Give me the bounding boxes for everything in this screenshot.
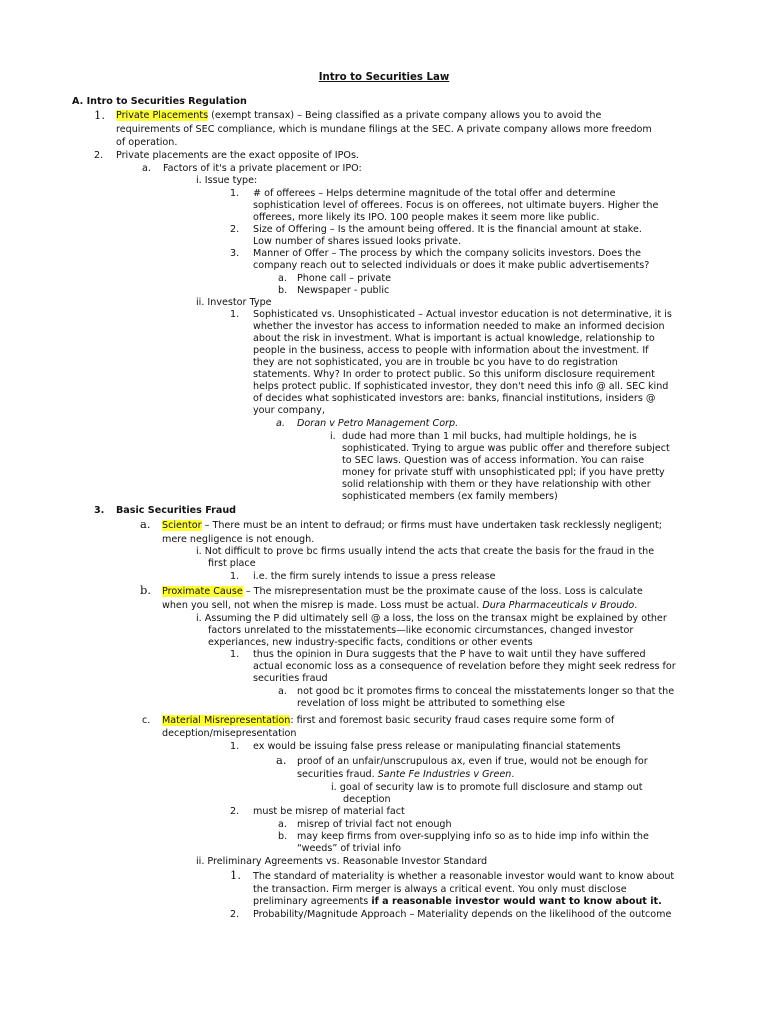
highlighted-term: Scientor <box>162 520 202 531</box>
document-title: Intro to Securities Law <box>318 72 450 83</box>
paragraph-line: company reach out to selected individuals or does it make public advertisements? <box>253 260 650 271</box>
paragraph-line: securities fraud <box>253 673 328 684</box>
paragraph-line: ex would be issuing false press release or manipulating financial statements <box>253 741 621 752</box>
list-number: 1. <box>230 868 241 882</box>
paragraph-line: offerees, more likely its IPO. 100 people makes it seem more like public. <box>253 212 600 223</box>
paragraph-line: Material Misrepresentation: first and foremost basic security fraud cases require some form of <box>162 715 615 726</box>
paragraph-line: your company, <box>253 405 325 416</box>
paragraph-line: statements. Why? In order to protect public. So this uniform disclosure requirement <box>253 369 655 380</box>
paragraph-line: may keep firms from over-supplying info so as to hide imp info within the <box>297 831 649 842</box>
section-heading: Basic Securities Fraud <box>116 505 237 516</box>
list-number: a. <box>278 686 287 697</box>
highlighted-term: Material Misrepresentation <box>162 715 291 726</box>
bold-emphasis: if a reasonable investor would want to know about it. <box>371 896 662 907</box>
paragraph-line: people in the business, access to people with information about the investment. If <box>253 345 649 356</box>
paragraph-line: i. Issue type: <box>196 175 258 186</box>
paragraph-line: misrep of trivial fact not enough <box>297 819 452 830</box>
case-citation: Sante Fe Industries v Green <box>377 769 512 780</box>
paragraph-line: money for private stuff with unsophisticated ppl; if you have pretty <box>342 467 665 478</box>
case-citation: Dura Pharmaceuticals v Broudo <box>482 600 635 611</box>
list-number: c. <box>142 715 151 726</box>
paragraph-line: i. goal of security law is to promote full disclosure and stamp out <box>331 782 643 793</box>
paragraph-line: actual economic loss as a consequence of revelation before they might seek redress for <box>253 661 676 672</box>
list-number: 3. <box>230 248 240 259</box>
paragraph-line: securities fraud. Sante Fe Industries v Green. <box>297 769 515 780</box>
paragraph-line: Probability/Magnitude Approach – Materiality depends on the likelihood of the outcome <box>253 909 672 920</box>
paragraph-line: Scientor – There must be an intent to defraud; or firms must have undertaken task recklessly negligent; <box>162 520 662 531</box>
list-number: 1. <box>230 649 240 660</box>
list-number: 2. <box>94 150 104 161</box>
paragraph-line: i. Not difficult to prove bc firms usually intend the acts that create the basis for the fraud in the <box>196 546 655 557</box>
paragraph-line: requirements of SEC compliance, which is mundane filings at the SEC. A private company allows more freedom <box>116 124 652 135</box>
paragraph-line: proof of an unfair/unscrupulous ax, even if true, would not be enough for <box>297 756 648 767</box>
list-number: 1. <box>94 108 105 122</box>
paragraph-line: deception/misepresentation <box>162 728 297 739</box>
case-citation: Doran v Petro Management Corp. <box>297 418 459 429</box>
paragraph-line: deception <box>343 794 391 805</box>
paragraph-line: factors unrelated to the misstatements—like economic circumstances, changed investor <box>208 625 634 636</box>
list-number: b. <box>278 285 288 296</box>
paragraph-line: Phone call – private <box>297 273 392 284</box>
paragraph-line: about the risk in investment. What is important is actual knowledge, relationship to <box>253 333 655 344</box>
list-number: a. <box>276 753 287 767</box>
paragraph-line: Low number of shares issued looks private. <box>253 236 462 247</box>
paragraph-line: # of offerees – Helps determine magnitude of the total offer and determine <box>253 188 616 199</box>
paragraph-line: of operation. <box>116 137 178 148</box>
paragraph-line: dude had more than 1 mil bucks, had multiple holdings, he is <box>342 431 637 442</box>
paragraph-line: Newspaper - public <box>297 285 390 296</box>
list-number: b. <box>140 583 152 597</box>
paragraph-line: not good bc it promotes firms to conceal the misstatements longer so that the <box>297 686 675 697</box>
paragraph-line: helps protect public. If sophisticated investor, they don't need this info @ all. SEC kind <box>253 381 669 392</box>
list-number: 1. <box>230 571 240 582</box>
paragraph-line: sophisticated members (ex family members) <box>342 491 558 502</box>
paragraph-line: whether the investor has access to information needed to make an informed decision <box>253 321 665 332</box>
paragraph-line: The standard of materiality is whether a reasonable investor would want to know about <box>253 871 675 882</box>
section-a-heading: A. Intro to Securities Regulation <box>72 96 247 107</box>
list-number: i. <box>330 431 336 442</box>
paragraph-line: must be misrep of material fact <box>253 806 405 817</box>
paragraph-line: i.e. the firm surely intends to issue a press release <box>253 571 496 582</box>
paragraph-line: when you sell, not when the misrep is made. Loss must be actual. Dura Pharmaceuticals v Broudo. <box>162 600 638 611</box>
paragraph-line: Private placements are the exact opposite of IPOs. <box>116 150 359 161</box>
list-number: a. <box>276 418 285 429</box>
paragraph-line: experiances, new industry-specific facts, conditions or other events <box>208 637 533 648</box>
paragraph-line: Size of Offering – Is the amount being offered. It is the financial amount at stake. <box>253 224 642 235</box>
paragraph-line: Private Placements (exempt transax) – Being classified as a private company allows you to avoid the <box>116 110 602 121</box>
list-number: 2. <box>230 224 240 235</box>
paragraph-line: thus the opinion in Dura suggests that the P have to wait until they have suffered <box>253 649 646 660</box>
paragraph-line: sophisticated. Trying to argue was public offer and therefore subject <box>342 443 670 454</box>
list-number: 1. <box>230 309 240 320</box>
paragraph-line: of decides what sophisticated investors are: banks, financial institutions, insiders @ <box>253 393 656 404</box>
list-number: a. <box>142 163 151 174</box>
paragraph-line: ii. Preliminary Agreements vs. Reasonable Investor Standard <box>196 856 488 867</box>
paragraph-line: to SEC laws. Question was of access information. You can raise <box>342 455 645 466</box>
list-number: a. <box>140 517 151 531</box>
paragraph-line: the transaction. Firm merger is always a critical event. You only must disclose <box>253 884 627 895</box>
list-number: a. <box>278 273 287 284</box>
paragraph-line: first place <box>208 558 256 569</box>
paragraph-line: Manner of Offer – The process by which the company solicits investors. Does the <box>253 248 641 259</box>
paragraph-line: they are not sophisticated, you are in trouble bc you have to do registration <box>253 357 618 368</box>
paragraph-line: “weeds” of trivial info <box>297 843 401 854</box>
paragraph-line: preliminary agreements if a reasonable investor would want to know about it. <box>253 896 662 907</box>
list-number: b. <box>278 831 288 842</box>
paragraph-line: revelation of loss might be attributed to something else <box>297 698 566 709</box>
list-number: 1. <box>230 188 240 199</box>
list-number: a. <box>278 819 287 830</box>
list-number: 3. <box>94 505 105 516</box>
highlighted-term: Private Placements <box>116 110 209 121</box>
paragraph-line: sophistication level of offerees. Focus is on offerees, not ultimate buyers. Higher the <box>253 200 659 211</box>
list-number: 2. <box>230 806 240 817</box>
paragraph-line: ii. Investor Type <box>196 297 272 308</box>
paragraph-line: solid relationship with them or they have relationship with other <box>342 479 651 490</box>
paragraph-line: mere negligence is not enough. <box>162 534 315 545</box>
paragraph-line: i. Assuming the P did ultimately sell @ a loss, the loss on the transax might be explained by other <box>196 613 667 624</box>
highlighted-term: Proximate Cause <box>162 586 243 597</box>
paragraph-line: Factors of it's a private placement or IPO: <box>163 163 362 174</box>
paragraph-line: Proximate Cause – The misrepresentation must be the proximate cause of the loss. Loss is calculate <box>162 586 643 597</box>
list-number: 1. <box>230 741 240 752</box>
paragraph-line: Sophisticated vs. Unsophisticated – Actual investor education is not determinative, it is <box>253 309 672 320</box>
list-number: 2. <box>230 909 240 920</box>
